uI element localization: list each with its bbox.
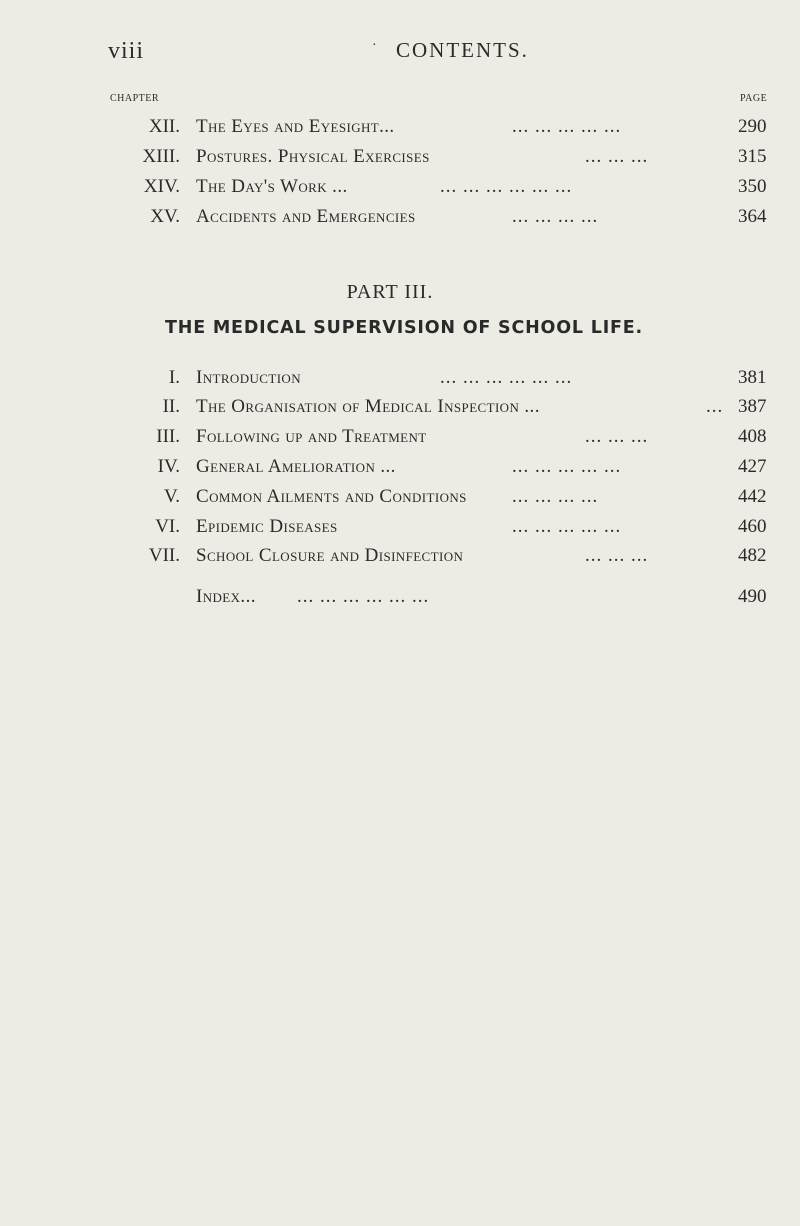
leader-dots: ... ... ...: [585, 545, 649, 566]
leader-dots: ... ... ... ... ...: [512, 516, 622, 537]
chapter-number: XIV.: [143, 176, 180, 197]
page-number: viii: [108, 38, 145, 64]
chapter-page: 408: [738, 426, 767, 447]
chapter-title: Accidents and Emergencies: [196, 206, 416, 227]
chapter-page: 482: [738, 545, 767, 566]
index-title: Index...: [196, 586, 256, 607]
toc-entry: [0, 173, 800, 201]
chapter-page: 442: [738, 486, 767, 507]
part-subheading-text: THE MEDICAL SUPERVISION OF SCHOOL LIFE.: [165, 318, 643, 338]
chapter-number: VII.: [148, 545, 180, 566]
chapter-page: 350: [738, 176, 767, 197]
leader-dots: ... ... ... ...: [512, 206, 599, 227]
running-head-mark: ·: [372, 38, 377, 53]
chapter-number: XII.: [148, 116, 180, 137]
chapter-number: IV.: [157, 456, 180, 477]
toc-entry: [0, 113, 800, 141]
chapter-number: I.: [168, 367, 180, 388]
chapter-number: II.: [162, 396, 180, 417]
chapter-page: 290: [738, 116, 767, 137]
part-subheading: [0, 318, 800, 338]
chapter-title: Epidemic Diseases: [196, 516, 338, 537]
running-head: [0, 38, 800, 68]
chapter-title: School Closure and Disinfection: [196, 545, 464, 566]
chapter-number: XV.: [150, 206, 180, 227]
toc-index-entry: [0, 583, 800, 611]
leader-dots: ... ... ...: [585, 426, 649, 447]
chapter-number: III.: [156, 426, 180, 447]
index-page: 490: [738, 586, 767, 607]
chapter-page: 460: [738, 516, 767, 537]
chapter-number: V.: [163, 486, 180, 507]
running-head-title: CONTENTS.: [396, 38, 529, 62]
chapter-page: 427: [738, 456, 767, 477]
chapter-page: 381: [738, 367, 767, 388]
chapter-page: 315: [738, 146, 767, 167]
toc-entry: [0, 203, 800, 231]
toc-entry: [0, 513, 800, 541]
chapter-title: The Organisation of Medical Inspection ...: [196, 396, 540, 417]
leader-dots: ... ... ... ...: [512, 486, 599, 507]
toc-entry: [0, 393, 800, 421]
part-heading: [0, 281, 800, 304]
chapter-title: Common Ailments and Conditions: [196, 486, 467, 507]
chapter-number: VI.: [155, 516, 180, 537]
toc-entry: [0, 423, 800, 451]
leader-dots: ... ... ... ... ... ...: [297, 586, 430, 607]
toc-entry: [0, 143, 800, 171]
toc-entry: [0, 542, 800, 570]
leader-dots: ... ... ... ... ...: [512, 116, 622, 137]
chapter-number: XIII.: [142, 146, 180, 167]
chapter-page: 364: [738, 206, 767, 227]
chapter-title: Following up and Treatment: [196, 426, 427, 447]
leader-dots: ... ... ...: [585, 146, 649, 167]
leader-dots: ... ... ... ... ... ...: [440, 176, 573, 197]
toc-entry: [0, 364, 800, 392]
part-heading-text: PART III.: [346, 281, 434, 303]
toc-entry: [0, 483, 800, 511]
page-column-label: PAGE: [740, 93, 768, 104]
chapter-title: Postures. Physical Exercises: [196, 146, 430, 167]
chapter-title: The Eyes and Eyesight...: [196, 116, 395, 137]
chapter-title: Introduction: [196, 367, 302, 388]
chapter-title: The Day's Work ...: [196, 176, 348, 197]
leader-dots: ... ... ... ... ... ...: [440, 367, 573, 388]
leader-dots: ...: [706, 396, 724, 417]
leader-dots: ... ... ... ... ...: [512, 456, 622, 477]
chapter-title: General Amelioration ...: [196, 456, 396, 477]
toc-entry: [0, 453, 800, 481]
chapter-page: 387: [738, 396, 767, 417]
chapter-column-label: CHAPTER: [110, 93, 160, 104]
column-labels: [0, 93, 800, 107]
